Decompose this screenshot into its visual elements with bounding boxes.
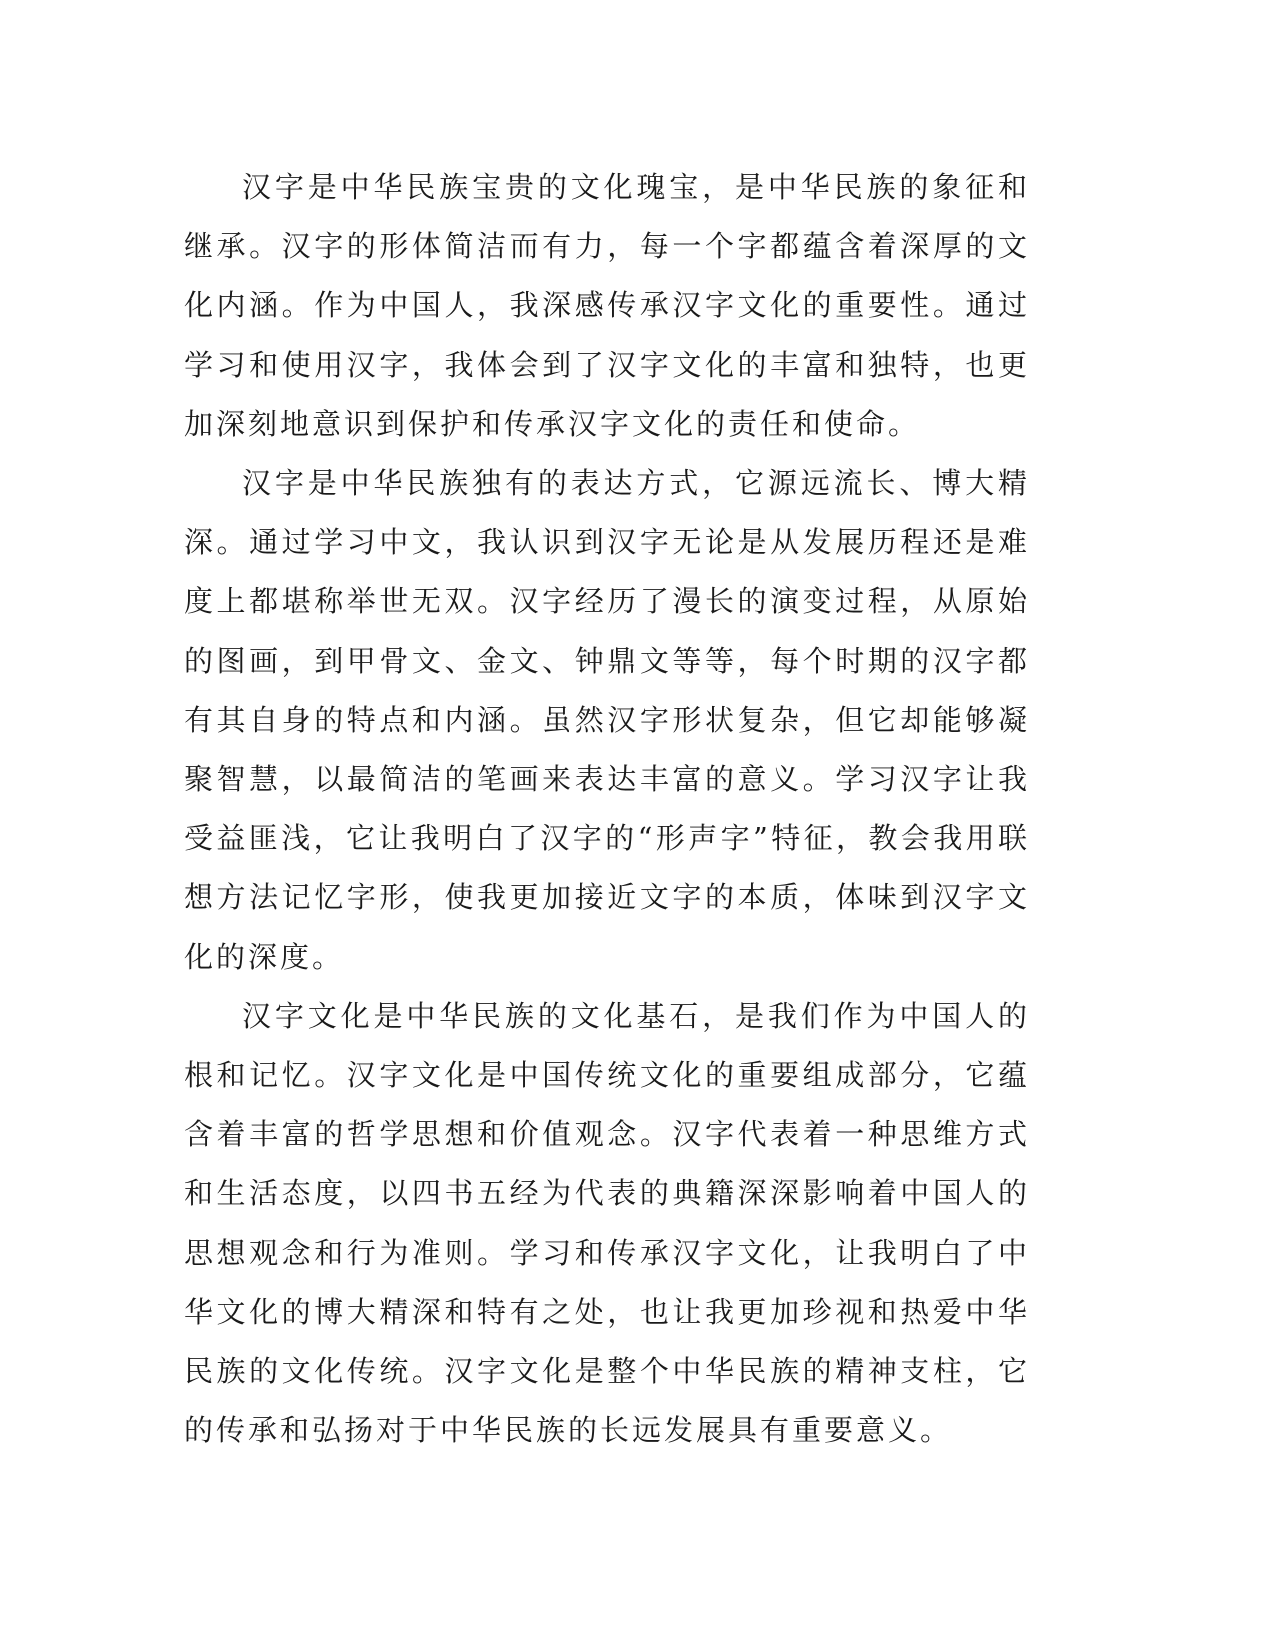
paragraph-3: 汉字文化是中华民族的文化基石，是我们作为中国人的根和记忆。汉字文化是中国传统文化的重要组成部分，它蕴含着丰富的哲学思想和价值观念。汉字代表着一种思维方式和生活态度，以四书五经为代表的典籍深深影响着中国人的思想观念和行为准则。学习和传承汉字文化，让我明白了中华文化的博大精深和特有之处，也让我更加珍视和热爱中华民族的文化传统。汉字文化是整个中华民族的精神支柱，它的传承和弘扬对于中华民族的长远发展具有重要意义。	[184, 998, 1030, 1448]
paragraph-1: 汉字是中华民族宝贵的文化瑰宝，是中华民族的象征和继承。汉字的形体简洁而有力，每一个字都蕴含着深厚的文化内涵。作为中国人，我深感传承汉字文化的重要性。通过学习和使用汉字，我体会到了汉字文化的丰富和独特，也更加深刻地意识到保护和传承汉字文化的责任和使命。	[184, 170, 1030, 441]
paragraph-2: 汉字是中华民族独有的表达方式，它源远流长、博大精深。通过学习中文，我认识到汉字无论是从发展历程还是难度上都堪称举世无双。汉字经历了漫长的演变过程，从原始的图画，到甲骨文、金文、钟鼎文等等，每个时期的汉字都有其自身的特点和内涵。虽然汉字形状复杂，但它却能够凝聚智慧，以最简洁的笔画来表达丰富的意义。学习汉字让我受益匪浅，它让我明白了汉字的“形声字”特征，教会我用联想方法记忆字形，使我更加接近文字的本质，体味到汉字文化的深度。	[184, 466, 1030, 974]
document-body	[184, 158, 1030, 1460]
